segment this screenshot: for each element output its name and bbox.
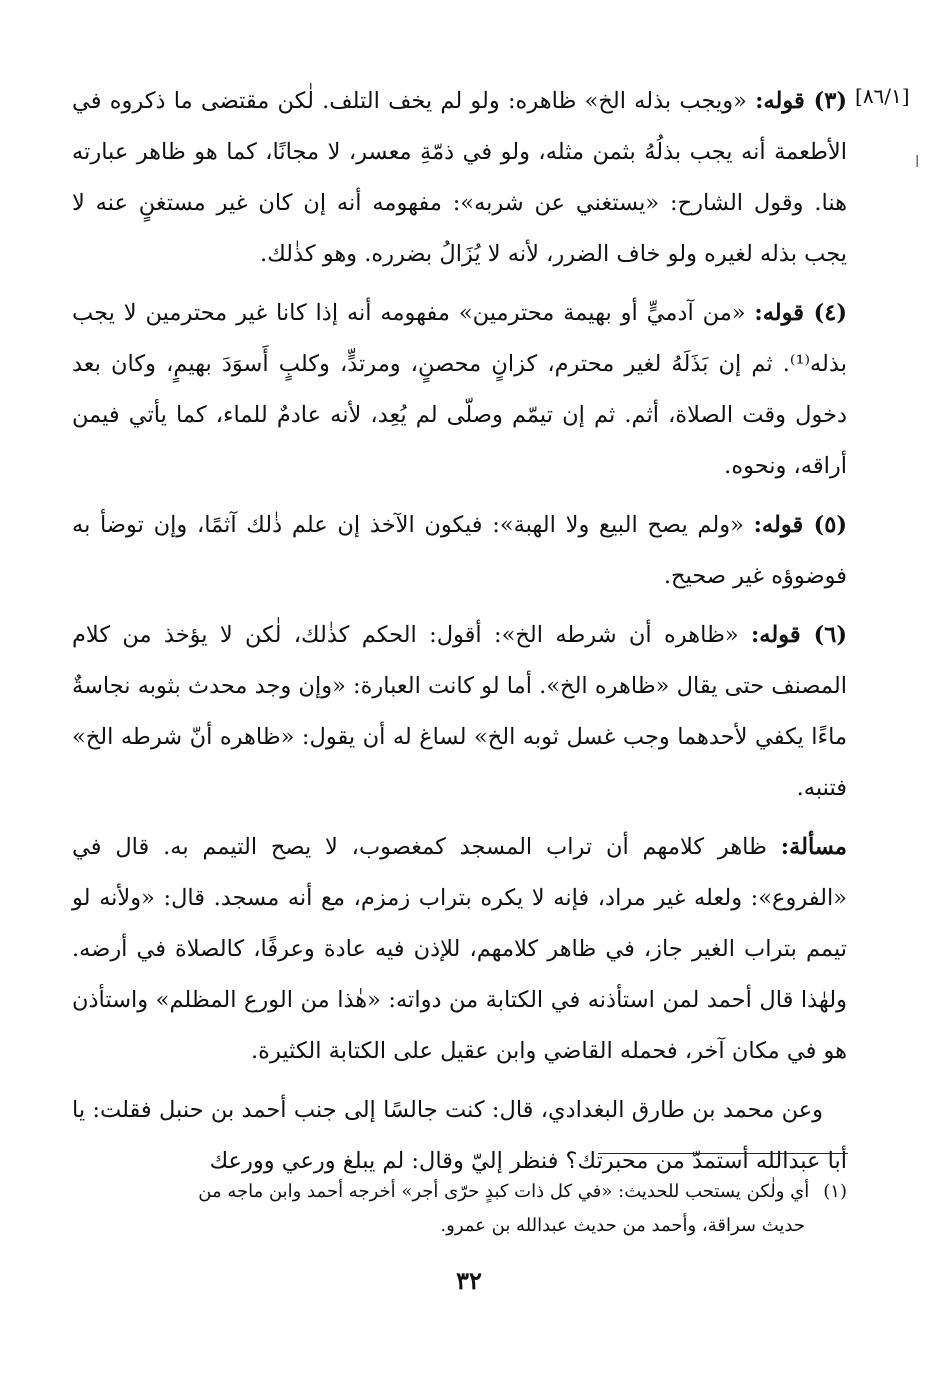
- paragraph-text: «ظاهره أن شرطه الخ»: أقول: الحكم كذٰلك، لٰكن لا يؤخذ من كلام المصنف حتى يقال «ظاهره الخ». أما لو كانت العبارة: «وإن وجد محدث بثوبه نجاسةٌ ماءًا يكفي لأحدهما وجب غسل ثوبه الخ» لساغ له أن يقول: «ظاهره أنّ شرطه الخ» فتنبه.: [72, 622, 847, 801]
- main-text: [72, 76, 847, 1195]
- footnote-number: (١): [823, 1181, 847, 1202]
- footnote-text: أي ولٰكن يستحب للحديث: «في كل ذات كبدٍ حرّى أجر» أخرجه أحمد وابن ماجه من: [198, 1181, 810, 1202]
- footnote: [72, 1175, 847, 1243]
- paragraph-5: [72, 500, 847, 602]
- footnote-line: [72, 1175, 847, 1209]
- paragraph-text: ظاهر كلامهم أن تراب المسجد كمغصوب، لا يصح التيمم به. قال في «الفروع»: ولعله غير مراد، فإنه لا يكره بتراب زمزم، مع أنه مسجد. قال: «ولأنه لو تيمم بتراب الغير جاز، في ظاهر كلامهم، للإذن فيه عادة وعرفًا، كالصلاة في أرضه. ولهٰذا قال أحمد لمن استأذنه في الكتابة من دواته: «هٰذا من الورع المظلم» واستأذن هو في مكان آخر، فحمله القاضي وابن عقيل على الكتابة الكثيرة.: [72, 834, 847, 1064]
- paragraph-4: [72, 288, 847, 492]
- paragraph-label: (٥) قوله:: [753, 512, 847, 538]
- paragraph-3: [72, 76, 847, 280]
- paragraph-masala: [72, 822, 847, 1077]
- page-number: ٣٢: [456, 1266, 482, 1295]
- paragraph-text: «ولم يصح البيع ولا الهبة»: فيكون الآخذ إن علم ذٰلك آثمًا، وإن توضأ به فوضوؤه غير صحيح.: [72, 512, 847, 589]
- paragraph-text: «من آدميٍّ أو بهيمة محترمين» مفهومه أنه إذا كانا غير محترمين لا يجب بذله⁽¹⁾. ثم إن بَذَلَهُ لغير محترم، كزانٍ محصنٍ، ومرتدٍّ، وكلبٍ أَسوَدَ بهيمٍ، وكان بعد دخول وقت الصلاة، أثم. ثم إن تيمّم وصلّى لم يُعِد، لأنه عادمٌ للماء، كما يأتي فيمن أراقه، ونحوه.: [72, 300, 847, 479]
- paragraph-label: (٣) قوله:: [755, 88, 847, 114]
- paragraph-label: (٦) قوله:: [750, 622, 847, 648]
- paragraph-label: مسألة:: [780, 834, 847, 860]
- footnote-divider: [598, 1153, 848, 1154]
- paragraph-text: «ويجب بذله الخ» ظاهره: ولو لم يخف التلف. لٰكن مقتضى ما ذكروه في الأطعمة أنه يجب بذلُهُ بثمن مثله، ولو في ذمّةِ معسر، لا مجانًا، كما هو ظاهر عبارته هنا. وقول الشارح: «يستغني عن شربه»: مفهومه أنه إن كان غير مستغنٍ عنه لا يجب بذله لغيره ولو خاف الضرر، لأنه لا يُزَالُ بضرره. وهو كذٰلك.: [72, 88, 847, 267]
- footnote-line: [72, 1209, 847, 1243]
- paragraph-label: (٤) قوله:: [754, 300, 847, 326]
- paragraph-6: [72, 610, 847, 814]
- paragraph-text: وعن محمد بن طارق البغدادي، قال: كنت جالسًا إلى جنب أحمد بن حنبل فقلت: يا أبا عبدالله أستمدّ من محبرتك؟ فنظر إليّ وقال: لم يبلغ ورعي وورعك: [72, 1097, 847, 1174]
- margin-tick: ا: [915, 152, 920, 171]
- volume-page-marker: [٨٦/١]: [855, 84, 910, 108]
- footnote-text: حديث سراقة، وأحمد من حديث عبدالله بن عمرو.: [440, 1215, 805, 1236]
- paragraph-narration: [72, 1085, 847, 1187]
